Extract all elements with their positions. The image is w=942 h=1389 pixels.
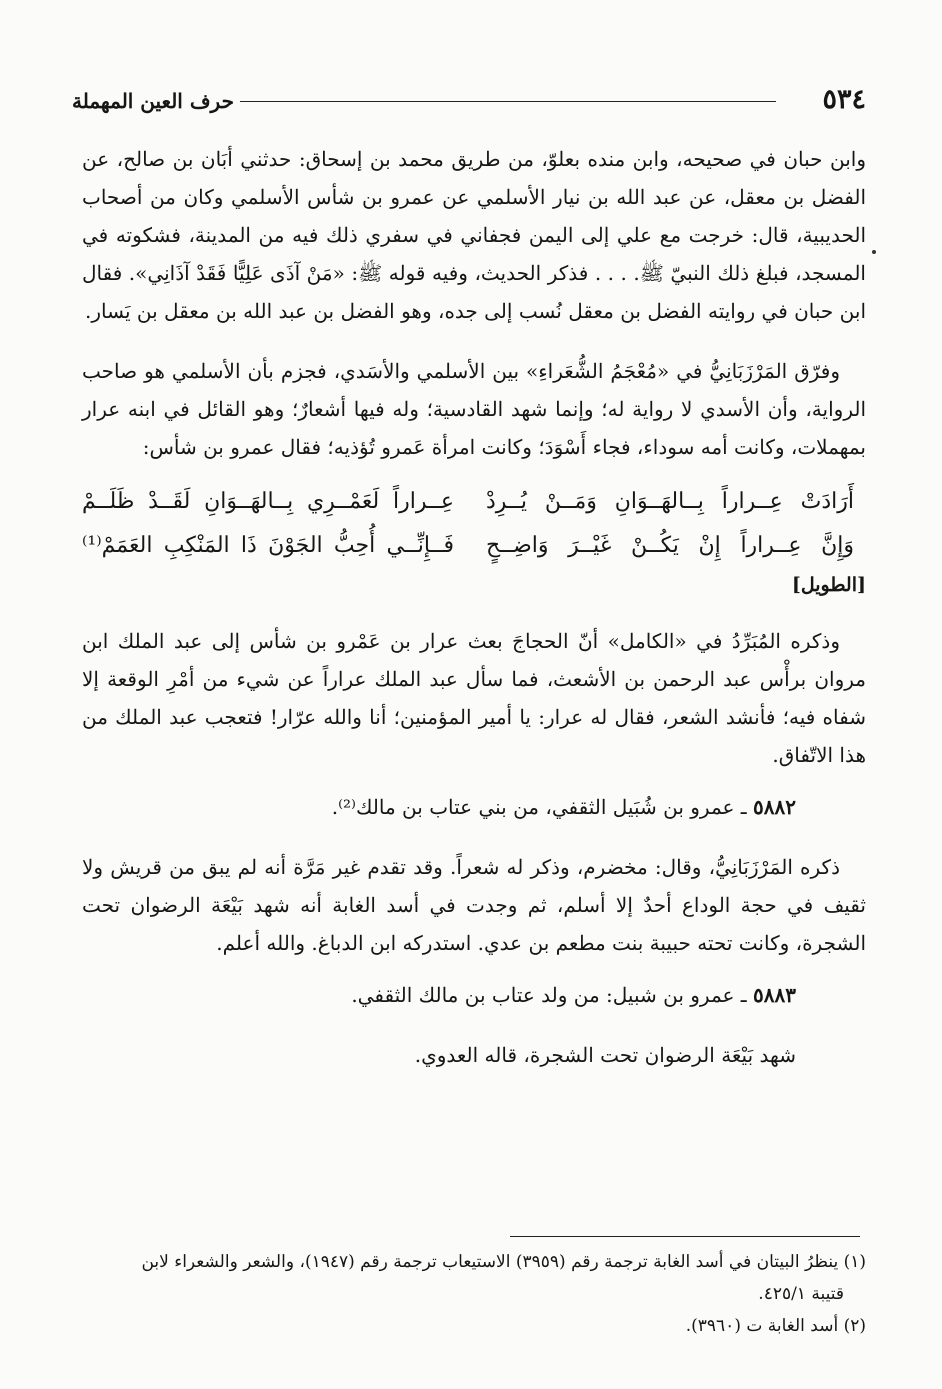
footnote-1-continuation: قتيبة ٤٢٥/١. bbox=[758, 1284, 844, 1304]
running-head: حرف العين المهملة bbox=[72, 89, 234, 113]
page-header bbox=[72, 82, 866, 118]
verse-2 bbox=[82, 524, 866, 568]
entry-number: ٥٨٨٣ bbox=[753, 983, 796, 1007]
paragraph-2: وفرّق المَرْزَبَانِيُّ في «مُعْجَمُ الشُّعَراءِ» بين الأسلمي والأسَدي، فجزم بأن الأسلمي هو صاحب الرواية، وأن الأسدي لا رواية له؛ وإنما شهد القادسية؛ وله فيها أشعارٌ؛ وهو القائل في ابنه عرار بمهملات، وكانت أمه سوداء، فجاء أَسْوَدَ؛ وكانت امرأة عَمرو تُؤذيه؛ فقال عمرو بن شأس: bbox=[82, 359, 866, 459]
paragraph-4: ذكره المَرْزَبَانِيُّ، وقال: مخضرم، وذكر له شعراً. وقد تقدم غير مَرَّة أنه لم يبق من قريش ولا ثقيف في حجة الوداع أحدٌ إلا أسلم، ثم وجدت في أسد الغابة أنه شهد بَيْعَة الرضوان تحت الشجرة، وكانت تحته حبيبة بنت مطعم بن عدي. استدركه ابن الدباغ. والله أعلم. bbox=[82, 855, 866, 955]
footnote-1: (١) ينظرُ البيتان في أسد الغابة ترجمة رقم (٣٩٥٩) الاستيعاب ترجمة رقم (١٩٤٧)، والشعر والشعراء لابن bbox=[141, 1252, 866, 1272]
verse-1-first-hemistich: أَرَادَتْ عِــراراً بِــالهَــوَانِ وَمَــنْ يُــرِدْ bbox=[486, 489, 854, 514]
entry-number: ٥٨٨٢ bbox=[753, 795, 796, 819]
entry-heading: ـ عمرو بن شبيل: من ولد عتاب بن مالك الثقفي. bbox=[351, 983, 747, 1007]
footnotes bbox=[82, 1246, 866, 1342]
verse-1 bbox=[82, 480, 866, 524]
main-text bbox=[82, 140, 866, 1096]
verse-2-second-hemistich: فَــإِنِّــي أُحِبُّ الجَوْنَ ذَا المَنْكِبِ العَمَمْ⁽¹⁾ bbox=[82, 533, 454, 558]
entry-5883 bbox=[82, 976, 866, 1014]
entry-5882 bbox=[82, 788, 866, 826]
verse-2-first-hemistich: وَإِنَّ عِــراراً إِنْ يَكُــنْ غَيْــرَ وَاضِــحٍ bbox=[486, 533, 854, 558]
page-number: ٥٣٤ bbox=[822, 84, 866, 115]
entry-heading: ـ عمرو بن شُبَيل الثقفي، من بني عتاب بن مالك⁽²⁾. bbox=[331, 795, 747, 819]
poem-meter: [الطويل] bbox=[791, 574, 866, 596]
paragraph-1: وابن حبان في صحيحه، وابن منده بعلوّ، من طريق محمد بن إسحاق: حدثني أبَان بن صالح، عن الفضل بن معقل، عن عبد الله بن نيار الأسلمي عن عمرو بن شأس الأسلمي وكان من أصحاب الحديبية، قال: خرجت مع علي إلى اليمن فجفاني في سفري ذلك فيه من المدينة، فشكوته في المسجد، فبلغ ذلك النبيّ ﷺ. . . . فذكر الحديث، وفيه قوله ﷺ: «مَنْ آذَى عَلِيًّا فَقَدْ آذَانِي». فقال ابن حبان في روايته الفضل بن معقل نُسب إلى جده، وهو الفضل بن عبد الله بن معقل بن يَسار. bbox=[82, 147, 867, 323]
footnote-rule bbox=[510, 1236, 860, 1237]
paragraph-5: شهد بَيْعَة الرضوان تحت الشجرة، قاله العدوي. bbox=[414, 1043, 796, 1067]
verse-1-second-hemistich: عِــراراً لَعَمْــرِي بِــالهَــوَانِ لَقَــدْ ظَلَــمْ bbox=[82, 489, 454, 514]
poem bbox=[82, 480, 866, 600]
footnote-2: (٢) أسد الغابة ت (٣٩٦٠). bbox=[685, 1316, 866, 1336]
margin-dot bbox=[872, 250, 876, 254]
paragraph-3: وذكره المُبَرِّدُ في «الكامل» أنّ الحجاجَ بعث عرار بن عَمْرو بن شأس إلى عبد الملك ابن مروان برأْس عبد الرحمن بن الأشعث، فما سأل عبد الملك عراراً عن شيء من أمْرِ الوقعة إلا شفاه فيه؛ فأنشد الشعر، فقال له عرار: يا أمير المؤمنين؛ أنا والله عرّار! فتعجب عبد الملك من هذا الاتّفاق. bbox=[82, 629, 866, 767]
header-rule bbox=[240, 101, 776, 102]
